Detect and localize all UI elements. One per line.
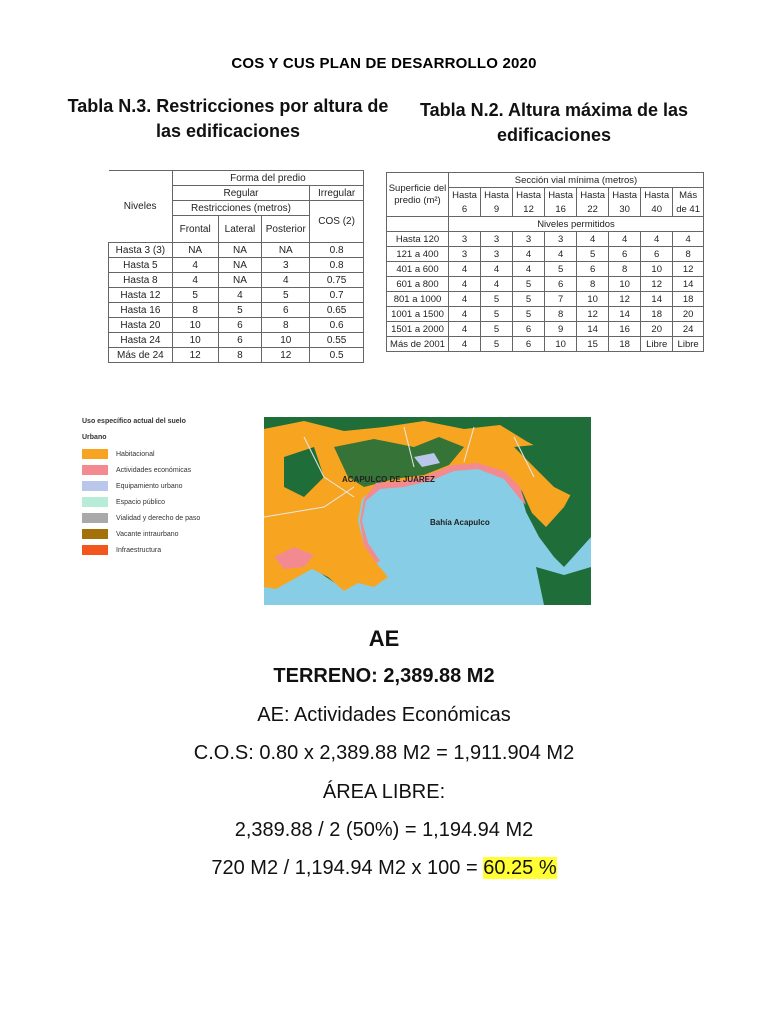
table2-cell: 8 (609, 262, 641, 277)
table2-row (387, 262, 704, 277)
table3-cell: 8 (172, 303, 218, 318)
table2-cell: 4 (577, 232, 609, 247)
table2-cell: 4 (609, 232, 641, 247)
table2-max-height (386, 172, 704, 352)
table2-cell: 5 (513, 307, 545, 322)
table2-row (387, 307, 704, 322)
table2-row (387, 337, 704, 352)
table3-caption (60, 94, 396, 144)
legend-swatch (82, 497, 108, 507)
table2-cell: 3 (449, 247, 481, 262)
table3-cell-niveles: Hasta 12 (109, 288, 173, 303)
table2-cell: 4 (545, 247, 577, 262)
table2-cell: 20 (673, 307, 704, 322)
table3-cell: NA (218, 258, 262, 273)
table2-cell: 4 (641, 232, 673, 247)
table3-cell: 4 (262, 273, 310, 288)
table2-col-header-top: Hasta (577, 188, 609, 203)
table3-height-restrictions (108, 170, 364, 363)
table2-cell: 4 (481, 262, 513, 277)
table2-cell: 5 (545, 262, 577, 277)
table3-cell: 5 (262, 288, 310, 303)
table2-cell-superficie: 1001 a 1500 (387, 307, 449, 322)
table2-cell: 20 (641, 322, 673, 337)
table3-row (109, 303, 364, 318)
table2-col-header-bottom: 9 (481, 202, 513, 217)
table2-cell: 4 (513, 247, 545, 262)
table2-row (387, 232, 704, 247)
table3-row (109, 273, 364, 288)
table2-cell: 4 (513, 262, 545, 277)
table3-cell: 12 (172, 348, 218, 363)
table3-cell: 10 (172, 318, 218, 333)
table2-cell: Libre (673, 337, 704, 352)
table2-cell: 6 (641, 247, 673, 262)
table3-header-frontal: Frontal (172, 216, 218, 243)
table3-header-row-1 (109, 171, 364, 186)
table2-header-blank (387, 217, 449, 232)
table2-cell: 16 (609, 322, 641, 337)
legend-label: Equipamiento urbano (116, 482, 183, 490)
table3-row (109, 258, 364, 273)
table3-row (109, 348, 364, 363)
table3-cell: 10 (262, 333, 310, 348)
calc-terreno: TERRENO: 2,389.88 M2 (273, 665, 495, 687)
legend-label: Espacio público (116, 498, 166, 506)
table3-cell: 5 (172, 288, 218, 303)
table2-cell: 6 (545, 277, 577, 292)
table2-cell: 14 (609, 307, 641, 322)
table2-cell: 4 (449, 307, 481, 322)
table3-cell: 8 (262, 318, 310, 333)
table2-cell-superficie: 801 a 1000 (387, 292, 449, 307)
table2-cell: 5 (481, 307, 513, 322)
table3-cell-niveles: Hasta 24 (109, 333, 173, 348)
table3-header-cos: COS (2) (310, 201, 364, 243)
table2-col-header-top: Hasta (449, 188, 481, 203)
table2-col-header-top: Hasta (641, 188, 673, 203)
table2-cell-superficie: Hasta 120 (387, 232, 449, 247)
table2-col-header-bottom: de 41 (673, 202, 704, 217)
table3-cell: NA (172, 243, 218, 258)
table3-cell: 0.5 (310, 348, 364, 363)
table3-header-lateral: Lateral (218, 216, 262, 243)
table2-col-header-bottom: 40 (641, 202, 673, 217)
table3-cell-niveles: Hasta 8 (109, 273, 173, 288)
table3-cell-niveles: Hasta 5 (109, 258, 173, 273)
table2-cell: 4 (673, 232, 704, 247)
table3-cell: 10 (172, 333, 218, 348)
table2-cell: 4 (449, 322, 481, 337)
table2-caption-line2: edificaciones (496, 125, 612, 145)
table2-cell: 6 (513, 337, 545, 352)
legend-item (82, 446, 242, 462)
calc-heading: AE (368, 626, 400, 651)
table2-header-row-4 (387, 217, 704, 232)
legend-group: Urbano (82, 434, 107, 441)
table3-header-regular: Regular (172, 186, 309, 201)
legend-item (82, 494, 242, 510)
table3-cell: 0.55 (310, 333, 364, 348)
table2-cell: 10 (641, 262, 673, 277)
table2-cell: 12 (577, 307, 609, 322)
table2-cell-superficie: 601 a 800 (387, 277, 449, 292)
table2-caption (414, 98, 694, 148)
table2-col-header-bottom: 12 (513, 202, 545, 217)
table3-cell-niveles: Hasta 20 (109, 318, 173, 333)
table2-row (387, 322, 704, 337)
table3-cell: 6 (218, 333, 262, 348)
table2-cell: 24 (673, 322, 704, 337)
table2-header-niveles: Niveles permitidos (449, 217, 704, 232)
legend-swatch (82, 513, 108, 523)
table2-col-header-bottom: 30 (609, 202, 641, 217)
legend-label: Infraestructura (116, 546, 162, 554)
legend-swatch (82, 465, 108, 475)
table3-cell-niveles: Hasta 3 (3) (109, 243, 173, 258)
table2-col-header-top: Más (673, 188, 704, 203)
table3-cell: NA (218, 243, 262, 258)
calc-area-libre: ÁREA LIBRE: (322, 781, 446, 803)
table2-cell: 5 (577, 247, 609, 262)
table2-body (387, 232, 704, 352)
table3-cell: 6 (218, 318, 262, 333)
land-use-map (264, 417, 591, 605)
table3-cell: 4 (172, 258, 218, 273)
table3-header-niveles: Niveles (109, 171, 173, 243)
legend-label: Actividades económicas (116, 466, 192, 474)
table2-cell: 12 (673, 262, 704, 277)
table2-header-superficie: Superficie del predio (m²) (387, 173, 449, 217)
legend-heading: Uso específico actual del suelo (82, 418, 186, 425)
table2-cell: 18 (641, 307, 673, 322)
calc-percentage-value: 60.25 % (483, 857, 557, 879)
table2-col-header-top: Hasta (609, 188, 641, 203)
legend-item (82, 478, 242, 494)
table2-cell-superficie: Más de 2001 (387, 337, 449, 352)
legend-label: Vacante intraurbano (116, 530, 179, 538)
legend-swatch (82, 449, 108, 459)
legend-items (82, 446, 242, 558)
table3-row (109, 288, 364, 303)
legend-label: Habitacional (116, 450, 155, 458)
table2-header-seccion: Sección vial mínima (metros) (449, 173, 704, 188)
calc-half: 2,389.88 / 2 (50%) = 1,194.94 M2 (234, 819, 534, 841)
table3-cell: 8 (218, 348, 262, 363)
table2-cell: 3 (513, 232, 545, 247)
table2-cell: Libre (641, 337, 673, 352)
legend-item (82, 542, 242, 558)
table2-cell: 6 (577, 262, 609, 277)
table2-cell: 6 (513, 322, 545, 337)
table2-col-header-bottom: 22 (577, 202, 609, 217)
table2-cell: 15 (577, 337, 609, 352)
table3-body (109, 243, 364, 363)
table2-cell-superficie: 401 a 600 (387, 262, 449, 277)
table2-col-header-top: Hasta (481, 188, 513, 203)
table2-cell: 7 (545, 292, 577, 307)
table3-row (109, 243, 364, 258)
map-bay-label: Bahía Acapulco (430, 518, 490, 527)
table2-cell: 3 (481, 247, 513, 262)
table3-cell-niveles: Hasta 16 (109, 303, 173, 318)
table2-cell: 4 (449, 292, 481, 307)
table3-caption-line1: Tabla N.3. Restricciones por altura de (67, 96, 389, 116)
table3-header-restricciones: Restricciones (metros) (172, 201, 309, 216)
calc-description: AE: Actividades Económicas (257, 704, 511, 726)
table3-cell: 0.7 (310, 288, 364, 303)
table3-cell: 0.8 (310, 243, 364, 258)
table2-cell: 6 (609, 247, 641, 262)
table2-cell: 14 (673, 277, 704, 292)
table2-cell: 4 (449, 277, 481, 292)
legend-swatch (82, 529, 108, 539)
table2-row (387, 247, 704, 262)
table2-cell: 5 (513, 292, 545, 307)
table2-cell: 4 (481, 277, 513, 292)
table2-col-header-bottom: 16 (545, 202, 577, 217)
calc-percentage (0, 857, 768, 880)
table3-cell: 5 (218, 303, 262, 318)
table2-cell: 12 (609, 292, 641, 307)
legend-label: Vialidad y derecho de paso (116, 514, 201, 522)
document-title: COS Y CUS PLAN DE DESARROLLO 2020 (231, 55, 537, 72)
table2-header-row-1 (387, 173, 704, 188)
table2-cell: 3 (481, 232, 513, 247)
table2-cell: 5 (481, 337, 513, 352)
table2-col-header-top: Hasta (513, 188, 545, 203)
table3-row (109, 318, 364, 333)
table2-cell: 10 (577, 292, 609, 307)
table3-cell: 0.65 (310, 303, 364, 318)
table2-cell: 18 (609, 337, 641, 352)
table2-cell: 12 (641, 277, 673, 292)
table2-cell: 10 (545, 337, 577, 352)
table2-cell: 8 (577, 277, 609, 292)
table3-row (109, 333, 364, 348)
table2-caption-line1: Tabla N.2. Altura máxima de las (419, 100, 689, 120)
table2-cell: 10 (609, 277, 641, 292)
table2-cell: 4 (449, 337, 481, 352)
calc-percentage-prefix: 720 M2 / 1,194.94 M2 x 100 = (211, 857, 484, 879)
table3-header-posterior: Posterior (262, 216, 310, 243)
map-graphic (264, 417, 591, 605)
table3-cell: 6 (262, 303, 310, 318)
table2-cell: 5 (481, 322, 513, 337)
legend-item (82, 526, 242, 542)
legend-item (82, 462, 242, 478)
table2-cell: 5 (481, 292, 513, 307)
table3-cell: 0.8 (310, 258, 364, 273)
table2-cell: 3 (449, 232, 481, 247)
table3-cell: 0.75 (310, 273, 364, 288)
map-city-label: ACAPULCO DE JUAREZ (342, 475, 435, 484)
table2-cell: 14 (641, 292, 673, 307)
table2-cell-superficie: 1501 a 2000 (387, 322, 449, 337)
table3-cell: 3 (262, 258, 310, 273)
table3-cell: 4 (218, 288, 262, 303)
legend-item (82, 510, 242, 526)
table3-cell: 4 (172, 273, 218, 288)
table2-row (387, 292, 704, 307)
table3-cell: 0.6 (310, 318, 364, 333)
table3-header-irregular: Irregular (310, 186, 364, 201)
legend-swatch (82, 545, 108, 555)
table2-cell-superficie: 121 a 400 (387, 247, 449, 262)
table3-cell-niveles: Más de 24 (109, 348, 173, 363)
table2-cell: 14 (577, 322, 609, 337)
calc-cos: C.O.S: 0.80 x 2,389.88 M2 = 1,911.904 M2 (193, 742, 575, 764)
table2-cell: 9 (545, 322, 577, 337)
table2-col-header-bottom: 6 (449, 202, 481, 217)
table2-cell: 4 (449, 262, 481, 277)
table3-cell: 12 (262, 348, 310, 363)
table3-cell: NA (218, 273, 262, 288)
table2-cell: 8 (545, 307, 577, 322)
land-use-legend (82, 418, 242, 558)
table2-col-header-top: Hasta (545, 188, 577, 203)
table2-cell: 18 (673, 292, 704, 307)
table3-cell: NA (262, 243, 310, 258)
table2-row (387, 277, 704, 292)
table2-cell: 8 (673, 247, 704, 262)
legend-swatch (82, 481, 108, 491)
table2-cell: 3 (545, 232, 577, 247)
table2-cell: 5 (513, 277, 545, 292)
table3-header-forma: Forma del predio (172, 171, 363, 186)
table3-caption-line2: las edificaciones (155, 121, 301, 141)
